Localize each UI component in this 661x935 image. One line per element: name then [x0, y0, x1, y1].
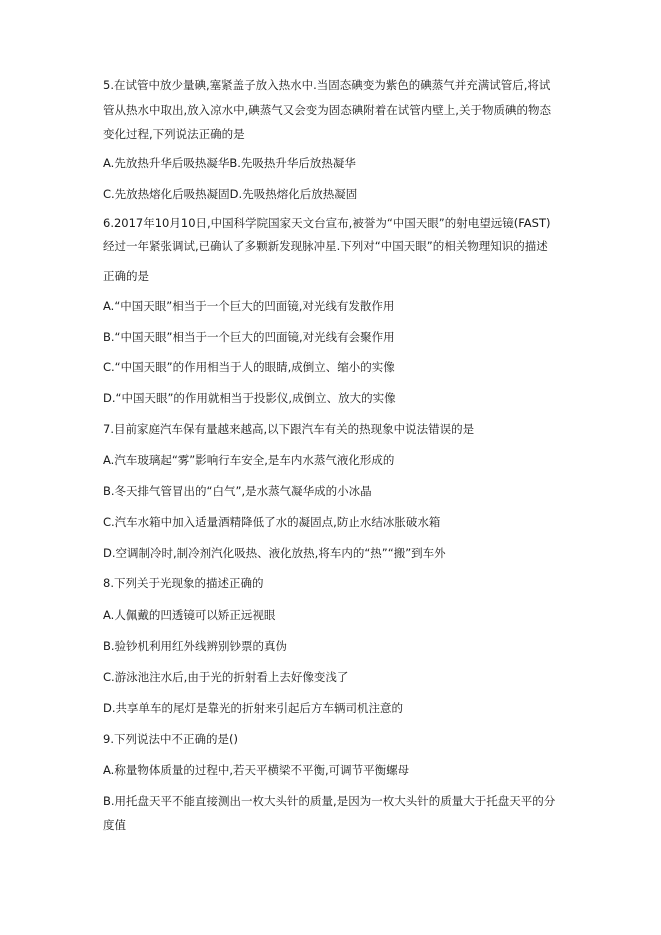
q6-option-d: D.“中国天眼”的作用就相当于投影仪,成倒立、放大的实像	[103, 391, 396, 405]
q7-stem: 7.目前家庭汽车保有量越来越高,以下跟汽车有关的热现象中说法错误的是	[103, 422, 475, 436]
q5-stem-line3: 变化过程,下列说法正确的是	[103, 127, 245, 141]
q5-options-cd: C.先放热熔化后吸热凝固D.先吸热熔化后放热凝固	[103, 187, 358, 201]
q9-option-b-line2: 度值	[103, 818, 126, 832]
q6-stem-line3: 正确的是	[103, 269, 149, 283]
q8-option-c: C.游泳池注水后,由于光的折射看上去好像变浅了	[103, 670, 349, 684]
q9-option-a: A.称量物体质量的过程中,若天平横梁不平衡,可调节平衡螺母	[103, 763, 410, 777]
q6-stem-line2: 经过一年紧张调试,已确认了多颗新发现脉冲星.下列对“中国天眼”的相关物理知识的描述	[103, 239, 548, 253]
q6-option-a: A.“中国天眼”相当于一个巨大的凹面镜,对光线有发散作用	[103, 299, 395, 313]
q8-option-a: A.人佩戴的凹透镜可以矫正远视眼	[103, 608, 276, 622]
q7-option-d: D.空调制冷时,制冷剂汽化吸热、液化放热,将车内的“热”“搬”到车外	[103, 546, 446, 560]
q6-stem-line1: 6.2017年10月10日,中国科学院国家天文台宣布,被誉为“中国天眼”的射电望远镜(FAST)	[103, 216, 551, 230]
q7-option-b: B.冬天排气管冒出的“白气”,是水蒸气凝华成的小冰晶	[103, 484, 372, 498]
q5-stem-line1: 5.在试管中放少量碘,塞紧盖子放入热水中.当固态碘变为紫色的碘蒸气并充满试管后,将试	[103, 78, 551, 92]
q7-option-c: C.汽车水箱中加入适量酒精降低了水的凝固点,防止水结冰胀破水箱	[103, 515, 441, 529]
q6-option-b: B.“中国天眼”相当于一个巨大的凹面镜,对光线有会聚作用	[103, 330, 395, 344]
q9-stem: 9.下列说法中不正确的是()	[103, 732, 238, 746]
q6-option-c: C.“中国天眼”的作用相当于人的眼睛,成倒立、缩小的实像	[103, 360, 395, 374]
q9-option-b-line1: B.用托盘天平不能直接测出一枚大头针的质量,是因为一枚大头针的质量大于托盘天平的分	[103, 794, 556, 808]
q8-stem: 8.下列关于光现象的描述正确的	[103, 576, 264, 590]
q5-stem-line2: 管从热水中取出,放入凉水中,碘蒸气又会变为固态碘附着在试管内壁上,关于物质碘的物态	[103, 103, 551, 117]
q7-option-a: A.汽车玻璃起“雾”影响行车安全,是车内水蒸气液化形成的	[103, 453, 395, 467]
q5-options-ab: A.先放热升华后吸热凝华B.先吸热升华后放热凝华	[103, 156, 356, 170]
q8-option-b: B.验钞机利用红外线辨别钞票的真伪	[103, 639, 288, 653]
q8-option-d: D.共享单车的尾灯是靠光的折射来引起后方车辆司机注意的	[103, 701, 404, 715]
